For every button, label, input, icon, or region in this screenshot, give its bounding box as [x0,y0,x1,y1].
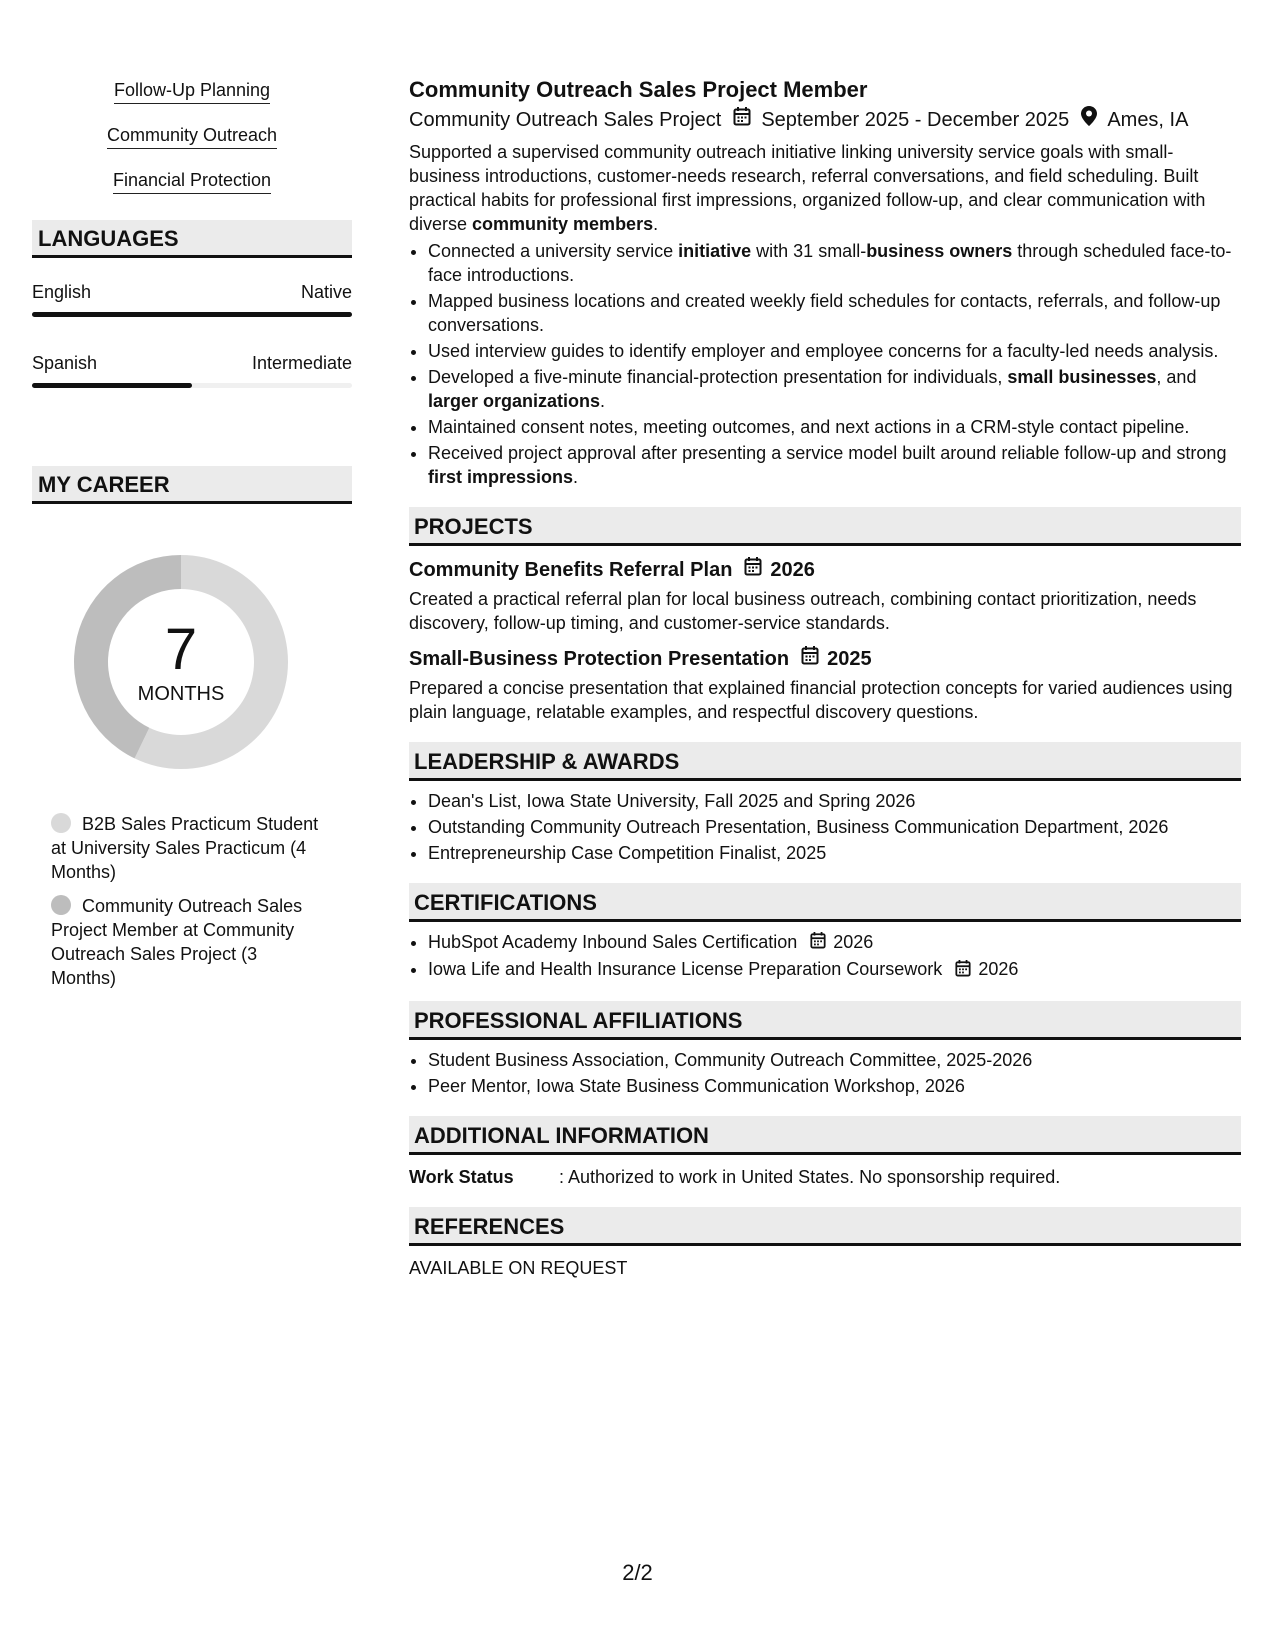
text-run: . [600,391,606,411]
work-status-label: Work Status [409,1166,514,1187]
language-proficiency-fill [32,312,352,317]
career-legend-label: B2B Sales Practicum Student at University Sales Practicum (4 Months) [51,814,319,882]
projects-heading: PROJECTS [409,507,1241,546]
languages-heading: LANGUAGES [32,220,352,258]
certification-name: Iowa Life and Health Insurance License Preparation Coursework [428,959,943,980]
job-dates: September 2025 - December 2025 [761,109,1070,131]
job-bullet [428,339,1241,363]
award-item: • Outstanding Community Outreach Presentation, Business Communication Department, 2026 [428,815,1241,839]
emphasis-text: community members [472,214,654,234]
career-legend-item [51,894,321,990]
language-item [32,280,352,317]
affiliation-item: • Peer Mentor, Iowa State Business Communication Workshop, 2026 [428,1074,1241,1098]
additional-info-heading: ADDITIONAL INFORMATION [409,1116,1241,1155]
certification-year: 2026 [833,932,874,952]
work-status-value: : Authorized to work in United States. No sponsorship required. [559,1166,1061,1187]
career-legend-label: Community Outreach Sales Project Member at Community Outreach Sales Project (3 Months) [51,896,303,988]
text-run: , and [1156,367,1197,387]
text-run: Received project approval after presenting a service model built around reliable follow-up and strong [428,443,1227,463]
awards-list [409,789,1241,865]
references-heading: REFERENCES [409,1207,1241,1246]
language-proficiency-bar [32,383,352,388]
skill-tag-label: Community Outreach [107,123,277,149]
affiliation-item: • Student Business Association, Community Outreach Committee, 2025-2026 [428,1048,1241,1072]
calendar-icon [744,556,762,583]
emphasis-text: first impressions [428,467,574,487]
page-number: 2/2 [622,1560,653,1585]
text-run: . [653,214,659,234]
job-summary [409,140,1241,236]
job-bullet [428,289,1241,337]
certifications-heading: CERTIFICATIONS [409,883,1241,922]
language-name: English [32,282,92,302]
work-status-row [409,1165,1241,1189]
career-total-unit: MONTHS [137,683,225,705]
emphasis-text: larger organizations [428,391,601,411]
job-bullet [428,365,1241,413]
certification-item [428,957,1241,982]
job-bullet [428,441,1241,489]
award-item: • Entrepreneurship Case Competition Finalist, 2025 [428,841,1241,865]
project-year: 2026 [770,558,815,581]
text-run: Connected a university service [428,241,679,261]
certification-year: 2026 [978,959,1019,980]
certification-name: HubSpot Academy Inbound Sales Certification [428,932,798,952]
project-description: Prepared a concise presentation that explained financial protection concepts for varied audiences using plain language, relatable examples, and respectful discovery questions. [409,678,1233,722]
language-name: Spanish [32,353,98,373]
calendar-icon [801,645,819,672]
calendar-icon [810,931,826,955]
affiliations-list [409,1048,1241,1098]
career-donut-center [65,617,297,706]
career-legend [51,812,321,990]
career-legend-item [51,812,321,884]
job-bullets [409,239,1241,489]
text-run: Mapped business locations and created weekly field schedules for contacts, referrals, and follow-up conversations. [428,291,1221,335]
calendar-icon [733,106,751,134]
project-year: 2025 [827,647,872,670]
language-item [32,351,352,388]
skill-tag [32,168,352,194]
text-run: Used interview guides to identify employer and employee concerns for a faculty-led needs analysis. [428,341,1219,361]
award-item: • Dean's List, Iowa State University, Fall 2025 and Spring 2026 [428,789,1241,813]
language-level: Native [300,282,352,302]
job-title: Community Outreach Sales Project Member [409,77,868,102]
certification-item [428,930,1241,955]
awards-heading: LEADERSHIP & AWARDS [409,742,1241,781]
affiliations-heading: PROFESSIONAL AFFILIATIONS [409,1001,1241,1040]
skill-tag [32,78,352,104]
job-bullet [428,239,1241,287]
sidebar [32,78,352,1000]
skill-tag [32,123,352,149]
references-text: AVAILABLE ON REQUEST [409,1257,628,1278]
certifications-list [409,930,1241,983]
job-bullet [428,415,1241,439]
project-item [409,645,1241,724]
project-title: Community Benefits Referral Plan [409,558,733,581]
emphasis-text: initiative [678,241,752,261]
calendar-icon [955,959,971,983]
career-donut-chart [65,546,297,778]
job-organization: Community Outreach Sales Project [409,109,722,131]
job-location: Ames, IA [1107,109,1189,131]
project-title: Small-Business Protection Presentation [409,647,790,670]
text-run: Developed a five-minute financial-protection presentation for individuals, [428,367,1008,387]
language-proficiency-bar [32,312,352,317]
project-item [409,556,1241,635]
text-run: Maintained consent notes, meeting outcomes, and next actions in a CRM-style contact pipeline. [428,417,1190,437]
text-run: through scheduled face-to-face introductions. [428,241,1232,285]
text-run: Supported a supervised community outreach initiative linking university service goals with small-business introductions, customer-needs research, referral conversations, and field scheduling. Built practical habits for professional first impressions, organized follow-up, and clear communication with diverse [409,142,1206,234]
main-content [409,76,1241,1280]
text-run: with 31 small- [751,241,867,261]
career-total-number: 7 [164,617,198,682]
map-pin-icon [1081,106,1097,134]
career-heading: MY CAREER [32,466,352,504]
text-run: . [573,467,579,487]
language-level: Intermediate [251,353,352,373]
legend-dot-icon [51,895,71,915]
skill-tag-label: Follow-Up Planning [114,78,270,104]
job-meta [409,106,1241,134]
skill-tag-label: Financial Protection [113,168,271,194]
legend-dot-icon [51,813,71,833]
project-description: Created a practical referral plan for local business outreach, combining contact prioritization, needs discovery, follow-up timing, and customer-service standards. [409,589,1197,633]
emphasis-text: business owners [866,241,1013,261]
language-proficiency-fill [32,383,192,388]
emphasis-text: small businesses [1007,367,1157,387]
